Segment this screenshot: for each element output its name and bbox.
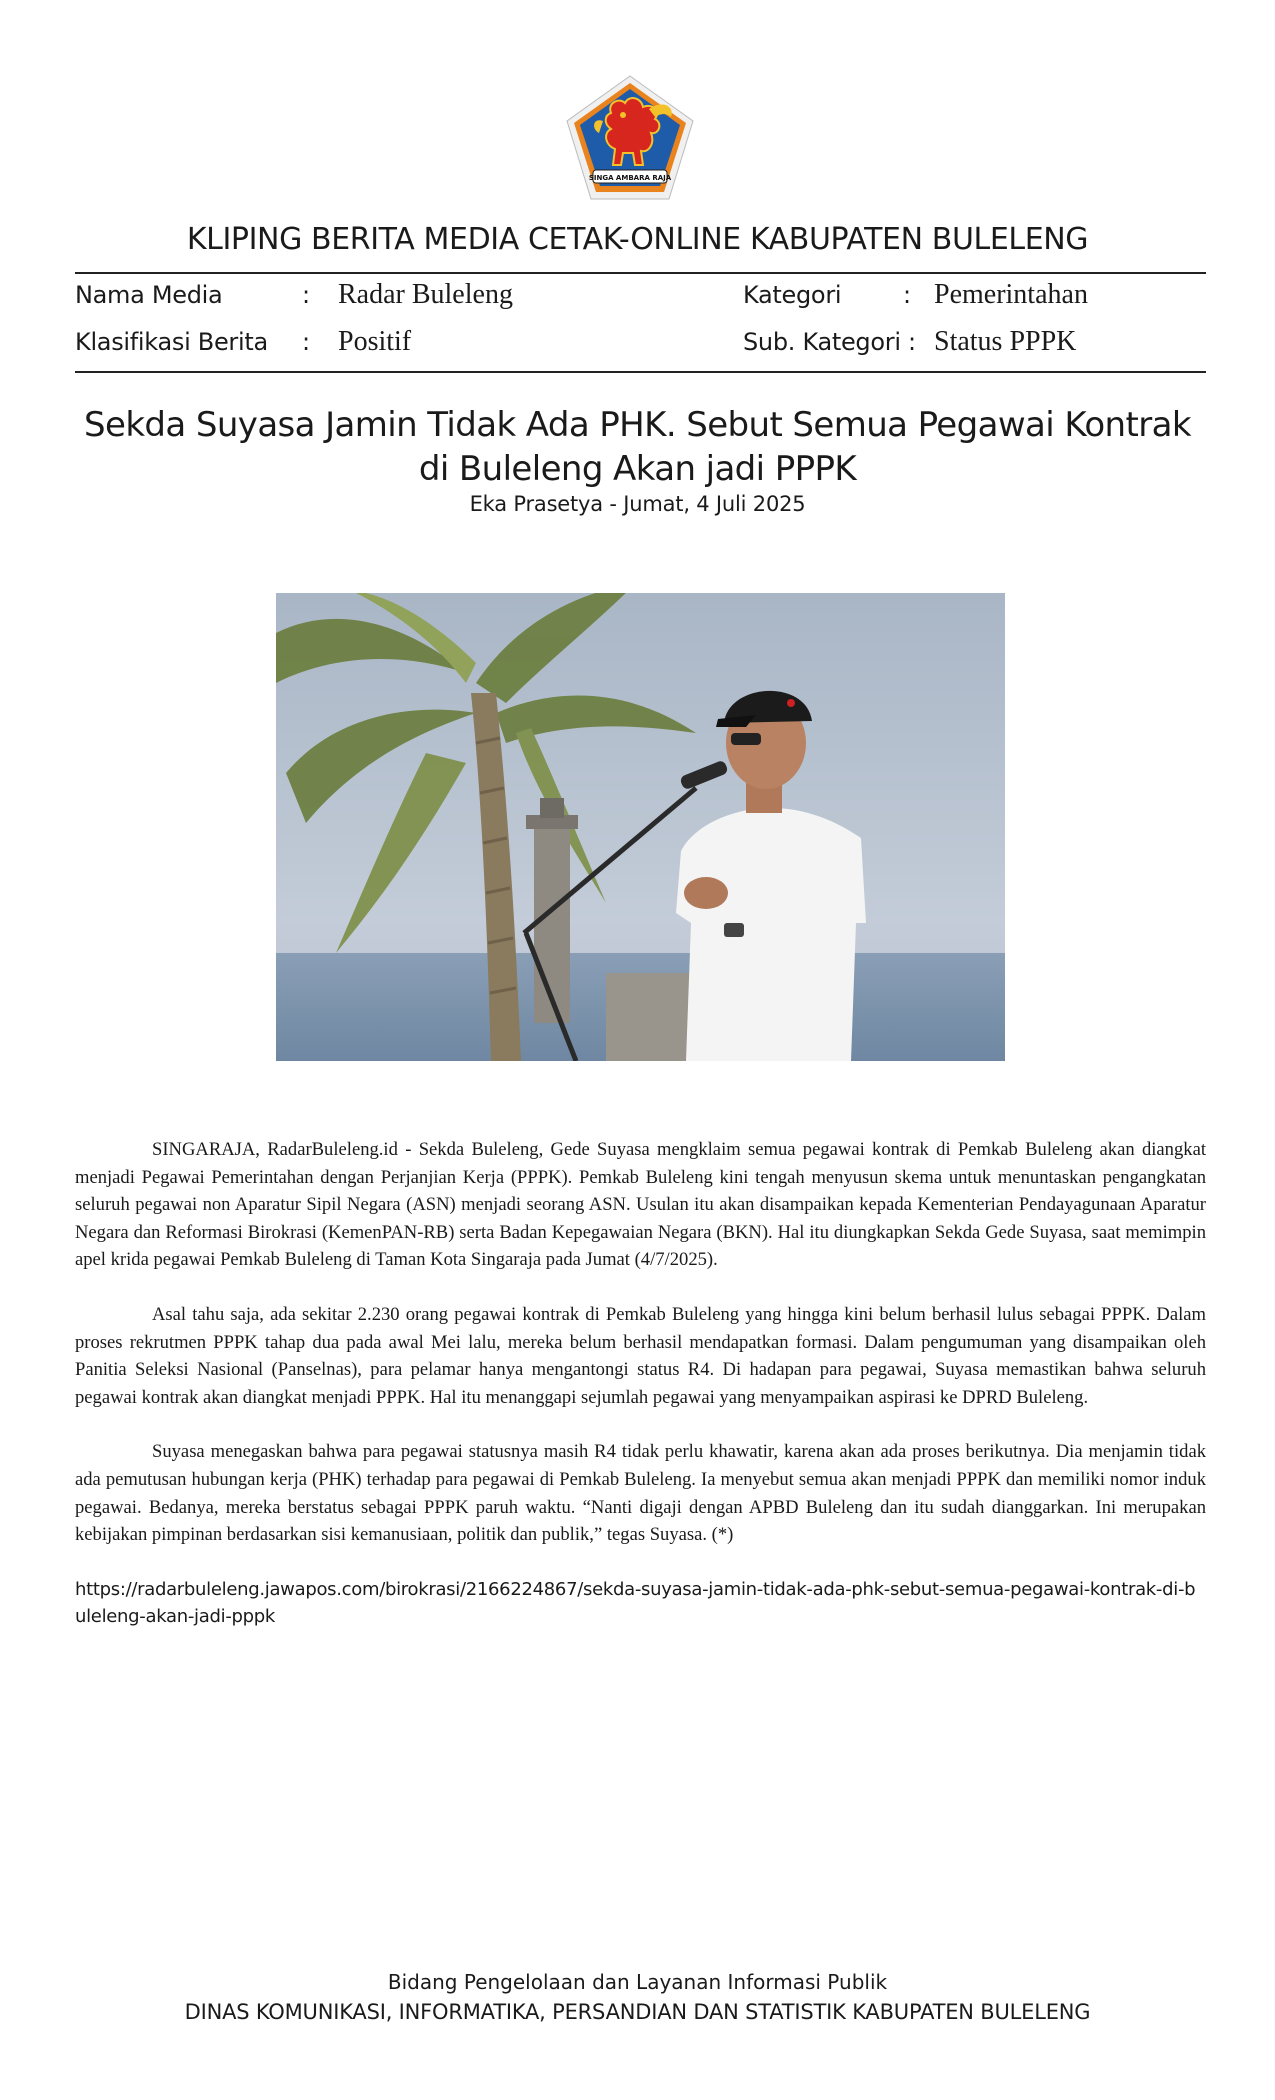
article-photo — [276, 593, 1005, 1061]
kategori-label: Kategori — [743, 281, 842, 309]
kategori-colon: : — [903, 281, 912, 309]
emblem-graphic — [563, 73, 697, 203]
photo-illustration — [276, 593, 1005, 1061]
nama-media-value: Radar Buleleng — [338, 279, 513, 310]
article-paragraph-2: Asal tahu saja, ada sekitar 2.230 orang pegawai kontrak di Pemkab Buleleng yang hingga kini belum berhasil lulus sebagai PPPK. Dalam proses rekrutmen PPPK tahap dua pada awal Mei lalu, mereka belum berhasil mendapatkan formasi. Dalam pengumuman yang disampaikan oleh Panitia Seleksi Nasional (Panselnas), para pelamar hanya mengantongi status R4. Di hadapan para pegawai, Suyasa memastikan bahwa seluruh pegawai kontrak akan diangkat menjadi PPPK. Hal itu menanggapi sejumlah pegawai yang menyampaikan aspirasi ke DPRD Buleleng. — [75, 1303, 1206, 1408]
article-body — [75, 1136, 1206, 1657]
top-divider — [75, 272, 1206, 274]
nama-media-label: Nama Media — [75, 281, 223, 309]
kliping-title: KLIPING BERITA MEDIA CETAK-ONLINE KABUPATEN BULELENG — [186, 222, 1089, 257]
source-url-link[interactable]: https://radarbuleleng.jawapos.com/birokrasi/2166224867/sekda-suyasa-jamin-tidak-ada-phk-sebut-semua-pegawai-kontrak-di-buleleng-akan-jadi-pppk — [75, 1578, 1196, 1627]
sub-kategori-value: Status PPPK — [934, 326, 1077, 357]
article-paragraph-3: Suyasa menegaskan bahwa para pegawai statusnya masih R4 tidak perlu khawatir, karena akan ada proses berikutnya. Dia menjamin tidak ada pemutusan hubungan kerja (PHK) terhadap para pegawai di Pemkab Buleleng. Ia menyebut semua akan menjadi PPPK dan memiliki nomor induk pegawai. Bedanya, mereka berstatus sebagai PPPK paruh waktu. “Nanti digaji dengan APBD Buleleng dan itu sudah dianggarkan. Ini merupakan kebijakan pimpinan berdasarkan sisi kemanusiaan, politik dan publik,” tegas Suyasa. (*) — [75, 1441, 1206, 1546]
nama-media-colon: : — [302, 281, 311, 309]
kabupaten-buleleng-emblem — [563, 73, 697, 203]
klasifikasi-label: Klasifikasi Berita — [75, 328, 268, 356]
article-paragraph-1: SINGARAJA, RadarBuleleng.id - Sekda Buleleng, Gede Suyasa mengklaim semua pegawai kontrak di Pemkab Buleleng akan diangkat menjadi Pegawai Pemerintahan dengan Perjanjian Kerja (PPPK). Pemkab Buleleng kini tengah menyusun skema untuk menuntaskan pengangkatan seluruh pegawai non Aparatur Sipil Negara (ASN) menjadi seorang ASN. Usulan itu akan disampaikan kepada Kementerian Pendayagunaan Aparatur Negara dan Reformasi Birokrasi (KemenPAN-RB) serta Badan Kepegawaian Negara (BKN). Hal itu diungkapkan Sekda Gede Suyasa, saat memimpin apel krida pegawai Pemkab Buleleng di Taman Kota Singaraja pada Jumat (4/7/2025). — [75, 1139, 1206, 1271]
article-headline — [0, 403, 1275, 491]
article-byline: Eka Prasetya - Jumat, 4 Juli 2025 — [469, 492, 806, 516]
emblem-motto: SINGA AMBARA RAJA — [588, 174, 672, 182]
headline-line-1: Sekda Suyasa Jamin Tidak Ada PHK. Sebut Semua Pegawai Kontrak — [84, 405, 1191, 445]
bottom-divider — [75, 371, 1206, 373]
klasifikasi-colon: : — [302, 328, 311, 356]
kategori-value: Pemerintahan — [934, 279, 1088, 310]
klasifikasi-value: Positif — [338, 326, 412, 357]
footer-department: Bidang Pengelolaan dan Layanan Informasi Publik — [387, 1970, 888, 1994]
footer-agency: DINAS KOMUNIKASI, INFORMATIKA, PERSANDIAN DAN STATISTIK KABUPATEN BULELENG — [184, 2000, 1091, 2024]
sub-kategori-label: Sub. Kategori : — [743, 328, 916, 356]
headline-line-2: di Buleleng Akan jadi PPPK — [418, 449, 857, 489]
